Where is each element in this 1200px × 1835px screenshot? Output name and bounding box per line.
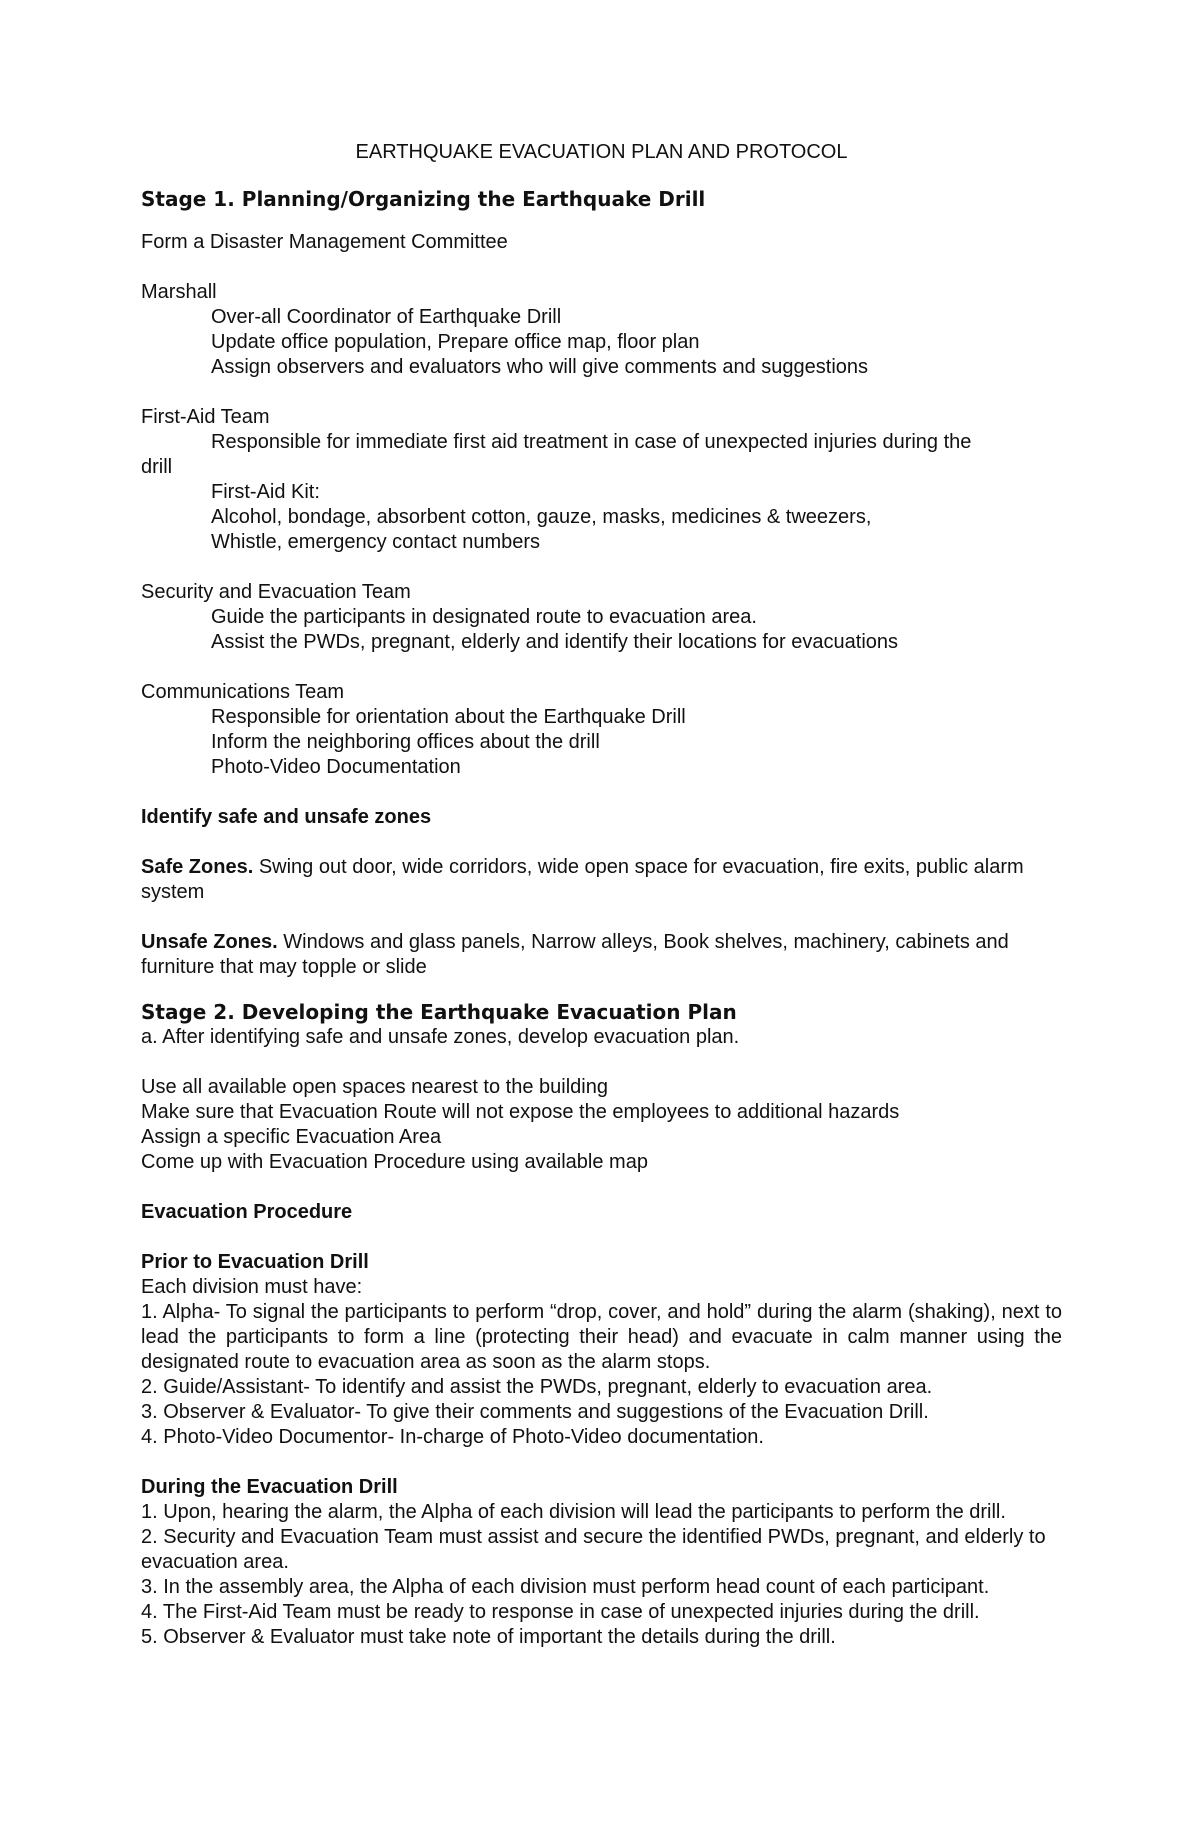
security-section — [141, 580, 1062, 655]
unsafe-zones-label: Unsafe Zones. — [141, 931, 278, 953]
first-aid-kit-label: First-Aid Kit: — [211, 481, 320, 503]
during-item: 3. In the assembly area, the Alpha of each division must perform head count of each participant. — [141, 1576, 990, 1598]
prior-heading: Prior to Evacuation Drill — [141, 1251, 369, 1273]
first-aid-line: Responsible for immediate first aid treatment in case of unexpected injuries during the — [211, 431, 972, 453]
communications-item: Inform the neighboring offices about the drill — [211, 731, 600, 753]
procedure-heading: Evacuation Procedure — [141, 1201, 353, 1223]
stage1-heading: Stage 1. Planning/Organizing the Earthquake Drill — [141, 187, 706, 211]
during-item: 5. Observer & Evaluator must take note of important the details during the drill. — [141, 1626, 836, 1648]
unsafe-zones-paragraph — [141, 930, 1062, 980]
stage2-intro: a. After identifying safe and unsafe zones, develop evacuation plan. — [141, 1026, 740, 1048]
marshall-item: Update office population, Prepare office map, floor plan — [211, 331, 700, 353]
prior-item: 4. Photo-Video Documentor- In-charge of Photo-Video documentation. — [141, 1426, 764, 1448]
marshall-section — [141, 280, 1062, 380]
during-heading: During the Evacuation Drill — [141, 1476, 398, 1498]
communications-section — [141, 680, 1062, 780]
prior-item: 3. Observer & Evaluator- To give their comments and suggestions of the Evacuation Drill. — [141, 1401, 929, 1423]
marshall-item: Over-all Coordinator of Earthquake Drill — [211, 306, 562, 328]
zones-heading: Identify safe and unsafe zones — [141, 806, 432, 828]
security-label: Security and Evacuation Team — [141, 581, 411, 603]
marshall-label: Marshall — [141, 281, 217, 303]
stage2-item: Use all available open spaces nearest to the building — [141, 1076, 608, 1098]
prior-intro: Each division must have: — [141, 1276, 363, 1298]
first-aid-label: First-Aid Team — [141, 406, 270, 428]
security-item: Guide the participants in designated route to evacuation area. — [211, 606, 757, 628]
safe-zones-label: Safe Zones. — [141, 856, 254, 878]
during-item: 2. Security and Evacuation Team must assist and secure the identified PWDs, pregnant, and elderly to evacuation area. — [141, 1526, 1046, 1573]
stage2-item: Make sure that Evacuation Route will not expose the employees to additional hazards — [141, 1101, 900, 1123]
safe-zones-text: Swing out door, wide corridors, wide open space for evacuation, fire exits, public alarm system — [141, 856, 1024, 903]
first-aid-kit-items: Whistle, emergency contact numbers — [211, 531, 541, 553]
stage2-list — [141, 1075, 1062, 1175]
first-aid-kit-items: Alcohol, bondage, absorbent cotton, gauze, masks, medicines & tweezers, — [211, 506, 872, 528]
document-title: EARTHQUAKE EVACUATION PLAN AND PROTOCOL — [355, 141, 848, 163]
marshall-item: Assign observers and evaluators who will give comments and suggestions — [211, 356, 869, 378]
first-aid-line-cont: drill — [141, 456, 173, 478]
stage2-item: Assign a specific Evacuation Area — [141, 1126, 442, 1148]
prior-section — [141, 1250, 1062, 1450]
during-section — [141, 1475, 1062, 1650]
communications-item: Photo-Video Documentation — [211, 756, 461, 778]
prior-item: 1. Alpha- To signal the participants to perform “drop, cover, and hold” during the alarm (shaking), next to lead the participants to form a line (protecting their head) and evacuate in calm manner using the designated route to evacuation area as soon as the alarm stops. — [141, 1301, 1062, 1373]
first-aid-section — [141, 405, 1062, 555]
during-item: 4. The First-Aid Team must be ready to response in case of unexpected injuries during the drill. — [141, 1601, 980, 1623]
unsafe-zones-text: Windows and glass panels, Narrow alleys, Book shelves, machinery, cabinets and furniture that may topple or slide — [141, 931, 1009, 978]
prior-item: 2. Guide/Assistant- To identify and assist the PWDs, pregnant, elderly to evacuation area. — [141, 1376, 933, 1398]
security-item: Assist the PWDs, pregnant, elderly and identify their locations for evacuations — [211, 631, 899, 653]
stage2-item: Come up with Evacuation Procedure using available map — [141, 1151, 648, 1173]
stage1-intro: Form a Disaster Management Committee — [141, 231, 508, 253]
communications-item: Responsible for orientation about the Earthquake Drill — [211, 706, 686, 728]
during-item: 1. Upon, hearing the alarm, the Alpha of each division will lead the participants to perform the drill. — [141, 1501, 1006, 1523]
document-page — [141, 140, 1062, 1650]
communications-label: Communications Team — [141, 681, 345, 703]
safe-zones-paragraph — [141, 855, 1062, 905]
stage2-heading: Stage 2. Developing the Earthquake Evacuation Plan — [141, 1000, 737, 1024]
